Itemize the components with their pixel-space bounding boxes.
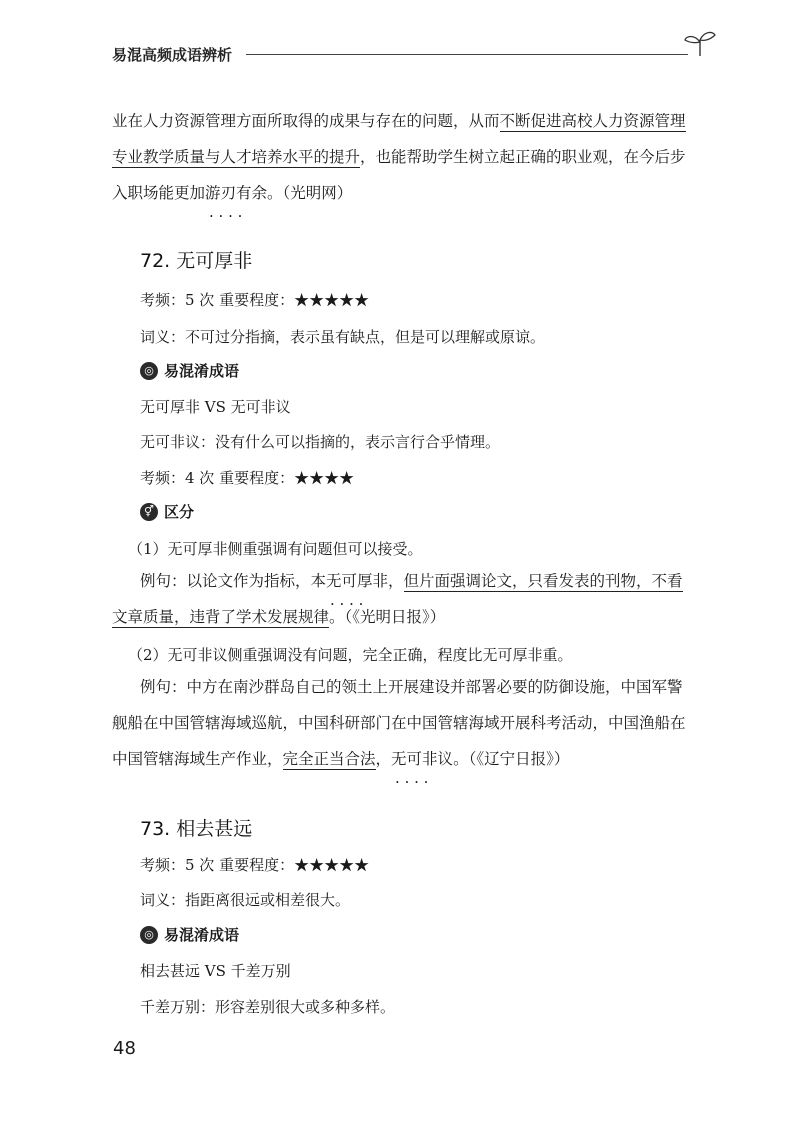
s73-other-meaning: 千差万别：形容差别很大或多种多样。 xyxy=(140,998,396,1016)
intro-line-1: 业在人力资源管理方面所取得的成果与存在的问题，从而不断促进高校人力资源管理 xyxy=(112,112,686,130)
intro-line-2: 专业教学质量与人才培养水平的提升，也能帮助学生树立起正确的职业观，在今后步 xyxy=(112,148,686,166)
page-number: 48 xyxy=(113,1038,136,1059)
emphasized-idiom: 无可厚非 · · · · xyxy=(326,572,388,590)
example-2-line-1: 例句：中方在南沙群岛自己的领土上开展建设并部署必要的防御设施，中国军警 xyxy=(140,678,683,696)
s72-meaning: 词义：不可过分指摘，表示虽有缺点，但是可以理解或原谅。 xyxy=(140,328,546,346)
sprout-icon xyxy=(682,28,718,58)
underlined-phrase: 不断促进高校人力资源管理 xyxy=(499,112,686,130)
gender-symbol-icon: ⚥ xyxy=(140,503,158,521)
s72-compare: 无可厚非 VS 无可非议 xyxy=(140,398,291,416)
s72-other-frequency: 考频：4 次 重要程度：★★★★ xyxy=(140,469,355,487)
circle-swirl-icon: ◎ xyxy=(140,926,158,944)
s72-point-1: （1）无可厚非侧重强调有问题但可以接受。 xyxy=(128,540,423,558)
s72-example-2 xyxy=(112,669,712,777)
example-2-line-2: 舰船在中国管辖海域巡航，中国科研部门在中国管辖海域开展科考活动，中国渔船在 xyxy=(112,714,686,732)
header-rule xyxy=(246,54,688,55)
s72-example-1 xyxy=(112,563,712,635)
emphasized-idiom: 无可非议 · · · · xyxy=(391,750,453,768)
example-2-line-3: 中国管辖海域生产作业，完全正当合法，无可非议 · · · ·。（《辽宁日报》） xyxy=(112,741,712,777)
s72-point-2: （2）无可非议侧重强调没有问题，完全正确，程度比无可厚非重。 xyxy=(128,646,573,664)
section-72-title: 72. 无可厚非 xyxy=(140,250,253,272)
s73-meaning: 词义：指距离很远或相差很大。 xyxy=(140,891,351,909)
s72-other-meaning: 无可非议：没有什么可以指摘的，表示言行合乎情理。 xyxy=(140,433,501,451)
example-1-line-2: 文章质量，违背了学术发展规律。（《光明日报》） xyxy=(112,608,446,626)
s73-compare: 相去甚远 VS 千差万别 xyxy=(140,962,291,980)
s73-confuse-heading: ◎ 易混淆成语 xyxy=(140,924,239,945)
emphasized-idiom: 游刃有余 · · · · xyxy=(205,184,267,202)
intro-line-3: 入职场能更加游刃有余 · · · ·。（光明网） xyxy=(112,175,712,211)
section-73-title: 73. 相去甚远 xyxy=(140,818,253,840)
s72-confuse-heading: ◎ 易混淆成语 xyxy=(140,360,239,381)
underlined-phrase: 但片面强调论文，只看发表的刊物，不看 xyxy=(403,572,683,590)
underlined-phrase: 专业教学质量与人才培养水平的提升 xyxy=(112,148,361,166)
s72-frequency: 考频：5 次 重要程度：★★★★★ xyxy=(140,291,370,309)
s73-frequency: 考频：5 次 重要程度：★★★★★ xyxy=(140,856,370,874)
s72-diff-heading: ⚥ 区分 xyxy=(140,501,194,522)
circle-swirl-icon: ◎ xyxy=(140,362,158,380)
underlined-phrase: 文章质量，违背了学术发展规律 xyxy=(112,608,330,626)
example-1-line-1: 例句：以论文作为指标，本无可厚非 · · · ·，但片面强调论文，只看发表的刊物，不看 xyxy=(112,563,712,599)
underlined-phrase: 完全正当合法 xyxy=(282,750,376,768)
intro-paragraph xyxy=(112,103,712,211)
running-header xyxy=(112,44,712,68)
header-title: 易混高频成语辨析 xyxy=(112,46,233,64)
